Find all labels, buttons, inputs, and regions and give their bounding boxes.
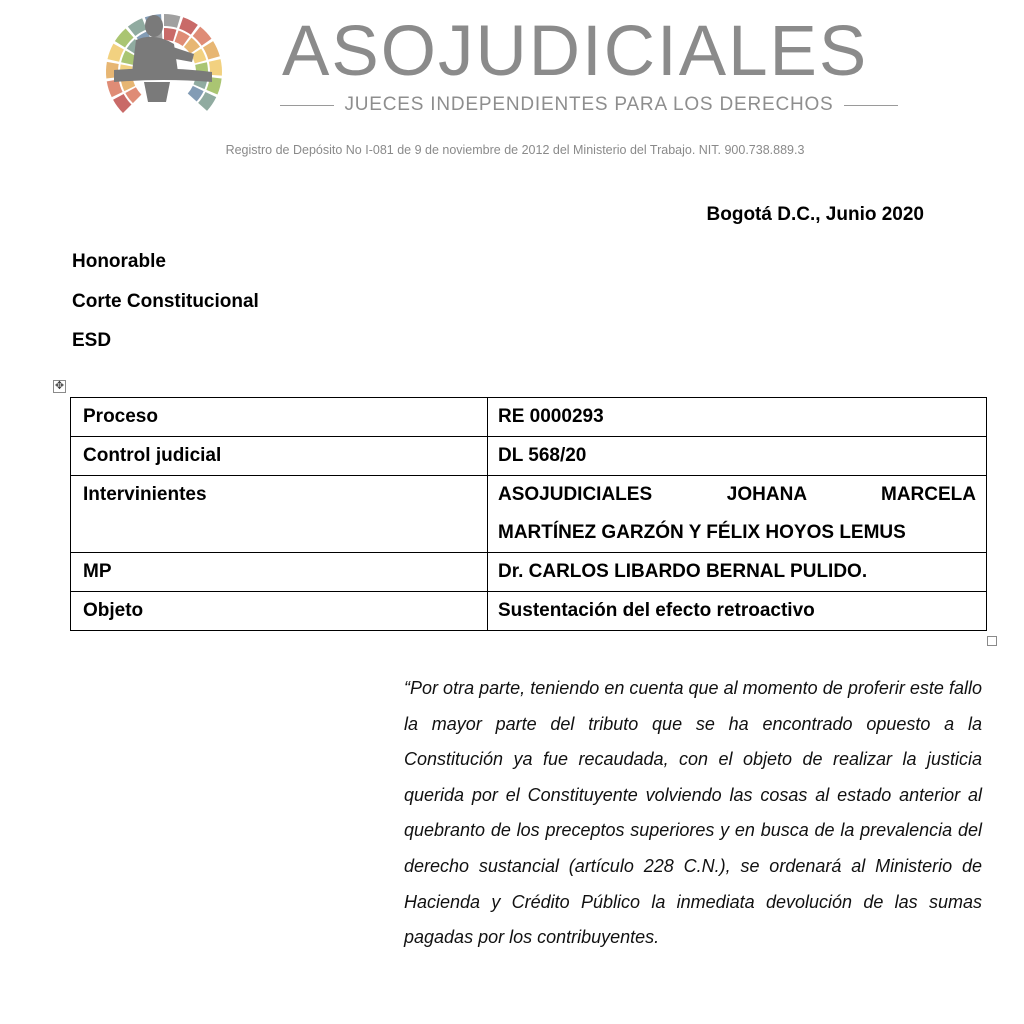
addressee-line: Honorable (72, 251, 166, 272)
table-move-handle-icon[interactable]: ✥ (54, 380, 65, 392)
tagline: JUECES INDEPENDIENTES PARA LOS DERECHOS (344, 94, 834, 115)
row-value: RE 0000293 (488, 398, 987, 437)
registration-note: Registro de Depósito No I-081 de 9 de noviembre de 2012 del Ministerio del Trabajo. NIT. 900.738.889.3 (225, 143, 805, 157)
logo-segment (107, 79, 123, 97)
row-value: Sustentación del efecto retroactivo (488, 592, 987, 631)
logo-segment (164, 28, 176, 41)
letter-date: Bogotá D.C., Junio 2020 (706, 204, 924, 225)
brand-name: ASOJUDICIALES (282, 12, 869, 91)
tagline-rule-left (280, 105, 334, 106)
row-value: Dr. CARLOS LIBARDO BERNAL PULIDO. (488, 553, 987, 592)
tagline-rule-right (844, 105, 898, 106)
logo-segment (164, 14, 180, 28)
row-value-intervinientes (488, 476, 987, 553)
row-label: Intervinientes (71, 476, 488, 553)
row-label: Control judicial (71, 437, 488, 476)
table-row (71, 476, 987, 553)
row-label: Proceso (71, 398, 488, 437)
addressee-line: Corte Constitucional (72, 290, 259, 312)
table-resize-handle[interactable] (987, 636, 997, 646)
tagline-row (280, 92, 898, 118)
logo-segment (107, 44, 123, 62)
quote-paragraph: “Por otra parte, teniendo en cuenta que al momento de proferir este fallo la mayor parte del tributo que se ha encontrado opuesto a la Constitución ya fue recaudada, con el objeto de realizar la justicia querida por el Constituyente volviendo las cosas al estado anterior al quebranto de los preceptos superiores y en busca de la prevalencia del derecho sustancial (artículo 228 C.N.), se ordenará al Ministerio de Hacienda y Crédito Público la inmediata devolución de las sumas pagadas por los contribuyentes. (404, 678, 982, 948)
letterhead (0, 0, 1024, 170)
row-value-line: ASOJUDICIALES JOHANA MARCELA (498, 484, 976, 505)
row-label: MP (71, 553, 488, 592)
addressee-block (72, 242, 259, 361)
row-value-line: MARTÍNEZ GARZÓN Y FÉLIX HOYOS LEMUS (498, 522, 906, 543)
logo-icon (74, 10, 254, 132)
logo-segment (203, 41, 220, 59)
row-value: DL 568/20 (488, 437, 987, 476)
table-row (71, 437, 987, 476)
table-row (71, 553, 987, 592)
table-row (71, 398, 987, 437)
row-label: Objeto (71, 592, 488, 631)
addressee-line: ESD (72, 330, 112, 351)
case-info-table (70, 397, 987, 631)
table-row (71, 592, 987, 631)
